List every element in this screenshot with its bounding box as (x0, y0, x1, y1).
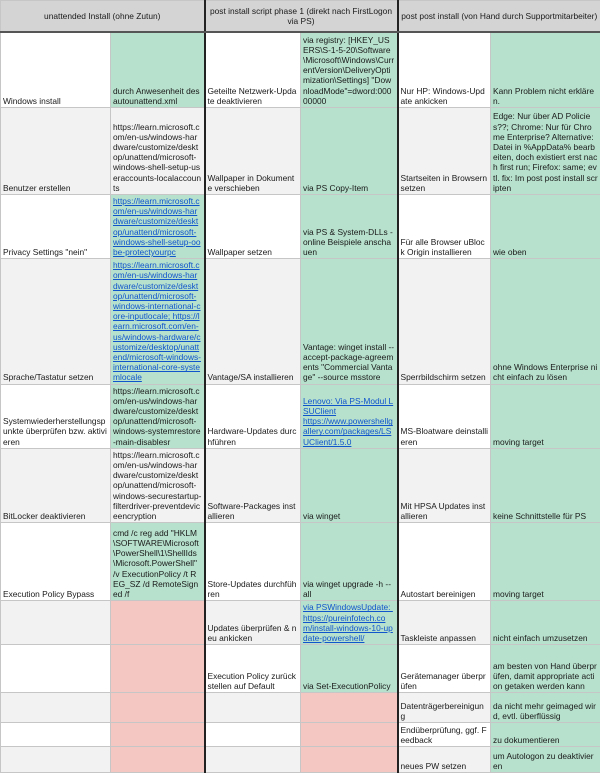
table-row (1, 645, 600, 693)
cell-note[interactable]: da nicht mehr geimaged wird, evtl. überflüssig (491, 693, 600, 723)
cell-empty[interactable] (1, 645, 111, 693)
cell-step[interactable]: Windows install (1, 32, 111, 108)
header-unattended[interactable]: unattended Install (ohne Zutun) (1, 1, 205, 32)
table-row (1, 259, 600, 384)
cell-note[interactable]: am besten von Hand überprüfen, damit appropriate action getaken werden kann (491, 645, 600, 693)
cell-method[interactable]: cmd /c reg add "HKLM\SOFTWARE\Microsoft\PowerShell\1\ShellIds\Microsoft.PowerShell" /v ExecutionPolicy /t REG_SZ /d RemoteSigned /f (111, 523, 205, 601)
cell-empty[interactable] (111, 747, 205, 773)
cell-step[interactable]: Gerätemanager überprüfen (398, 645, 491, 693)
cell-method[interactable]: https://learn.microsoft.com/en-us/windows-hardware/customize/desktop/unattend/microsoft-windows-systemrestore-main-disablesr (111, 384, 205, 448)
cell-step[interactable]: Privacy Settings "nein" (1, 195, 111, 259)
cell-empty[interactable] (301, 747, 398, 773)
cell-empty[interactable] (205, 693, 301, 723)
cell-step[interactable]: Wallpaper in Dokumente verschieben (205, 108, 301, 195)
cell-method[interactable]: via registry: [HKEY_USERS\S-1-5-20\Software\Microsoft\Windows\CurrentVersion\DeliveryOptimization\Settings] "DownloadMode"=dword:00000000 (301, 32, 398, 108)
cell-method[interactable]: https://learn.microsoft.com/en-us/windows-hardware/customize/desktop/unattend/microsoft-windows-shell-setup-useraccounts-localaccounts (111, 108, 205, 195)
cell-method[interactable]: via winget upgrade -h --all (301, 523, 398, 601)
cell-step[interactable]: Execution Policy Bypass (1, 523, 111, 601)
cell-method[interactable]: via winget (301, 448, 398, 522)
cell-step[interactable]: Sprache/Tastatur setzen (1, 259, 111, 384)
cell-step[interactable]: Autostart bereinigen (398, 523, 491, 601)
cell-note[interactable]: keine Schnittstelle für PS (491, 448, 600, 522)
cell-step[interactable]: Execution Policy zurückstellen auf Default (205, 645, 301, 693)
cell-note[interactable]: moving target (491, 523, 600, 601)
cell-note[interactable]: Edge: Nur über AD Policies??; Chrome: Nur für Chrome Enterprise? Alternative: Datei in %AppData% bearbeiten, doch existiert erst nach first run; Firefox: same; evtl. fix: Im post post install scripten (491, 108, 600, 195)
table-row (1, 108, 600, 195)
cell-method[interactable]: via PS Copy-Item (301, 108, 398, 195)
powershellgallery-link[interactable]: https://www.powershellgallery.com/packages/LSUClient/1.5.0 (303, 416, 393, 446)
cell-empty[interactable] (205, 723, 301, 747)
cell-step[interactable]: Store-Updates durchführen (205, 523, 301, 601)
cell-method[interactable]: Vantage: winget install --accept-package-agreements "Commercial Vantage" --source msstore (301, 259, 398, 384)
cell-step[interactable]: MS-Bloatware deinstallieren (398, 384, 491, 448)
cell-empty[interactable] (111, 601, 205, 645)
cell-empty[interactable] (111, 693, 205, 723)
cell-step[interactable]: Vantage/SA installieren (205, 259, 301, 384)
lsuclient-link[interactable]: Lenovo: Via PS-Modul LSUClient (303, 396, 393, 416)
cell-empty[interactable] (1, 747, 111, 773)
cell-step[interactable]: Taskleiste anpassen (398, 601, 491, 645)
docs-link[interactable]: https://learn.microsoft.com/en-us/windows-hardware/customize/desktop/unattend/microsoft-windows-international-core-inputlocale; https://learn.microsoft.com/en-us/windows-hardware/customize/desktop/unattend/microsoft-windows-international-core-systemlocale (113, 260, 201, 382)
cell-method[interactable]: via Set-ExecutionPolicy (301, 645, 398, 693)
cell-method-link[interactable] (111, 259, 205, 384)
cell-step[interactable]: Für alle Browser uBlock Origin installieren (398, 195, 491, 259)
cell-note[interactable]: wie oben (491, 195, 600, 259)
table-row (1, 523, 600, 601)
table-row (1, 747, 600, 773)
header-row (1, 1, 600, 32)
cell-step[interactable]: Hardware-Updates durchführen (205, 384, 301, 448)
cell-empty[interactable] (111, 645, 205, 693)
header-post-post-install[interactable]: post post install (von Hand durch Supportmitarbeiter) (398, 1, 600, 32)
cell-step[interactable]: BitLocker deaktivieren (1, 448, 111, 522)
cell-step[interactable]: Endüberprüfung, ggf. Feedback (398, 723, 491, 747)
table-row (1, 195, 600, 259)
cell-step[interactable]: Benutzer erstellen (1, 108, 111, 195)
cell-method-link[interactable] (301, 601, 398, 645)
cell-empty[interactable] (301, 723, 398, 747)
docs-link[interactable]: https://learn.microsoft.com/en-us/windows-hardware/customize/desktop/unattend/microsoft-windows-shell-setup-oobe-protectyourpc (113, 196, 201, 257)
cell-step[interactable]: Software-Packages installieren (205, 448, 301, 522)
cell-empty[interactable] (1, 693, 111, 723)
cell-note[interactable]: moving target (491, 384, 600, 448)
cell-note[interactable]: ohne Windows Enterprise nicht einfach zu lösen (491, 259, 600, 384)
cell-step[interactable]: Wallpaper setzen (205, 195, 301, 259)
cell-method-link[interactable] (111, 195, 205, 259)
table-row (1, 693, 600, 723)
cell-empty[interactable] (205, 747, 301, 773)
cell-step[interactable]: Mit HPSA Updates installieren (398, 448, 491, 522)
cell-step[interactable]: Systemwiederherstellungspunkte überprüfen bzw. aktivieren (1, 384, 111, 448)
cell-step[interactable]: Updates überprüfen & neu ankicken (205, 601, 301, 645)
cell-step[interactable]: Datenträgerbereinigung (398, 693, 491, 723)
cell-step[interactable]: Geteilte Netzwerk-Update deaktivieren (205, 32, 301, 108)
cell-note[interactable]: zu dokumentieren (491, 723, 600, 747)
cell-method[interactable]: durch Anwesenheit des autounattend.xml (111, 32, 205, 108)
cell-step[interactable]: Nur HP: Windows-Update ankicken (398, 32, 491, 108)
cell-empty[interactable] (301, 693, 398, 723)
header-post-install[interactable]: post install script phase 1 (direkt nach FirstLogon via PS) (205, 1, 398, 32)
cell-empty[interactable] (1, 723, 111, 747)
cell-step[interactable]: Startseiten in Browsern setzen (398, 108, 491, 195)
cell-method-links[interactable] (301, 384, 398, 448)
cell-method[interactable]: via PS & System-DLLs - online Beispiele anschauen (301, 195, 398, 259)
cell-step[interactable]: neues PW setzen (398, 747, 491, 773)
cell-step[interactable]: Sperrbildschirm setzen (398, 259, 491, 384)
table-row (1, 384, 600, 448)
table-row (1, 32, 600, 108)
cell-note[interactable]: um Autologon zu deaktivieren (491, 747, 600, 773)
cell-empty[interactable] (1, 601, 111, 645)
cell-method[interactable]: https://learn.microsoft.com/en-us/windows-hardware/customize/desktop/unattend/microsoft-windows-securestartup-filterdriver-preventdeviceencryption (111, 448, 205, 522)
cell-note[interactable]: nicht einfach umzusetzen (491, 601, 600, 645)
pswindowsupdate-link[interactable]: via PSWindowsUpdate: https://pureinfotech.com/install-windows-10-update-powershell/ (303, 602, 393, 643)
cell-note[interactable]: Kann Problem nicht erklären. (491, 32, 600, 108)
table-row (1, 601, 600, 645)
table-row (1, 723, 600, 747)
cell-empty[interactable] (111, 723, 205, 747)
table-row (1, 448, 600, 522)
